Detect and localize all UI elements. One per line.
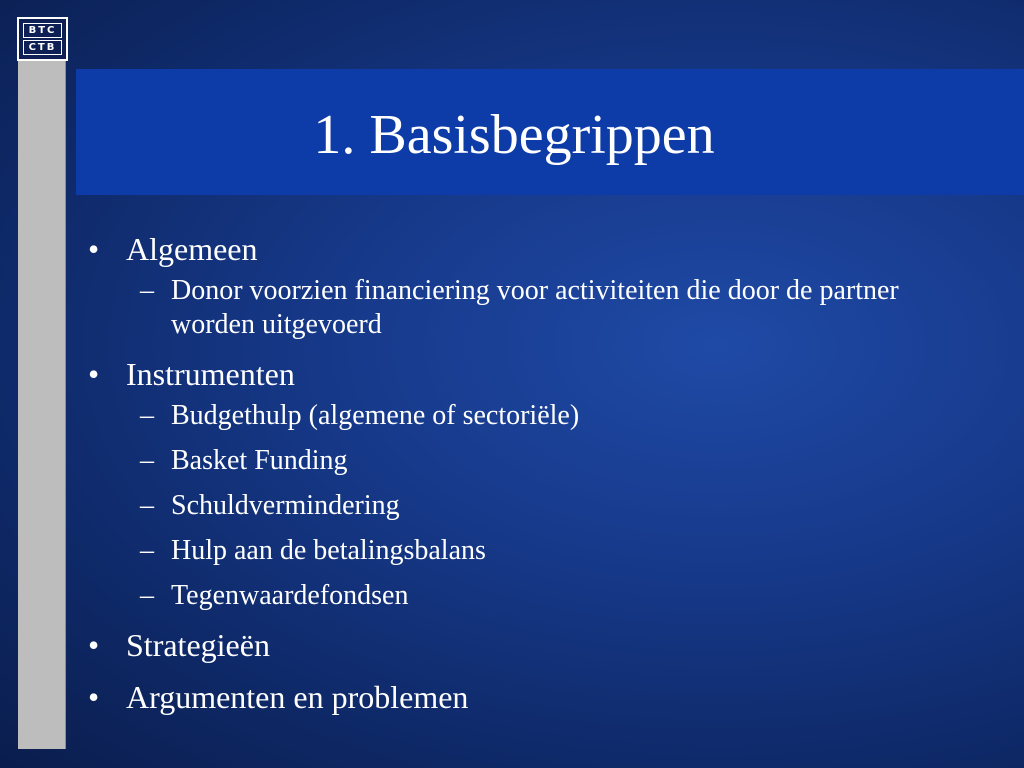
logo-text-btc: BTC [23,23,62,38]
bullet-item-argumenten [86,676,946,718]
sub-item [86,534,946,568]
btc-ctb-logo [17,17,68,61]
bullet-icon: • [88,627,100,663]
dash-icon: – [140,275,154,306]
sub-list [126,399,946,613]
bullet-item-instrumenten [86,353,946,613]
slide-title: 1. Basisbegrippen [313,104,715,166]
bullet-icon: • [88,356,100,392]
sub-item [86,489,946,523]
dash-icon: – [140,580,154,611]
bullet-text: Argumenten en problemen [126,679,469,715]
bullet-item-algemeen [86,228,946,342]
sub-item-text: Hulp aan de betalingsbalans [171,535,486,566]
decorative-side-bar [18,61,66,749]
sub-item [86,579,946,613]
sub-item-text: Schuldvermindering [171,490,400,521]
sub-item [86,444,946,478]
bullet-icon: • [88,231,100,267]
dash-icon: – [140,490,154,521]
bullet-icon: • [88,679,100,715]
sub-item-text: Tegenwaardefondsen [171,580,409,611]
sub-list [126,274,946,342]
bullet-text: Strategieën [126,627,270,663]
bullet-text: Instrumenten [126,356,295,392]
bullet-list [86,228,946,728]
bullet-text: Algemeen [126,231,258,267]
sub-item-text: Basket Funding [171,445,348,476]
logo-text-ctb: CTB [23,40,62,55]
sub-item [86,274,946,342]
sub-item [86,399,946,433]
sub-item-text: Donor voorzien financiering voor activiteiten die door de partner worden uitgevoerd [171,275,899,340]
dash-icon: – [140,400,154,431]
dash-icon: – [140,535,154,566]
sub-item-text: Budgethulp (algemene of sectoriële) [171,400,580,431]
dash-icon: – [140,445,154,476]
bullet-item-strategieen [86,624,946,666]
